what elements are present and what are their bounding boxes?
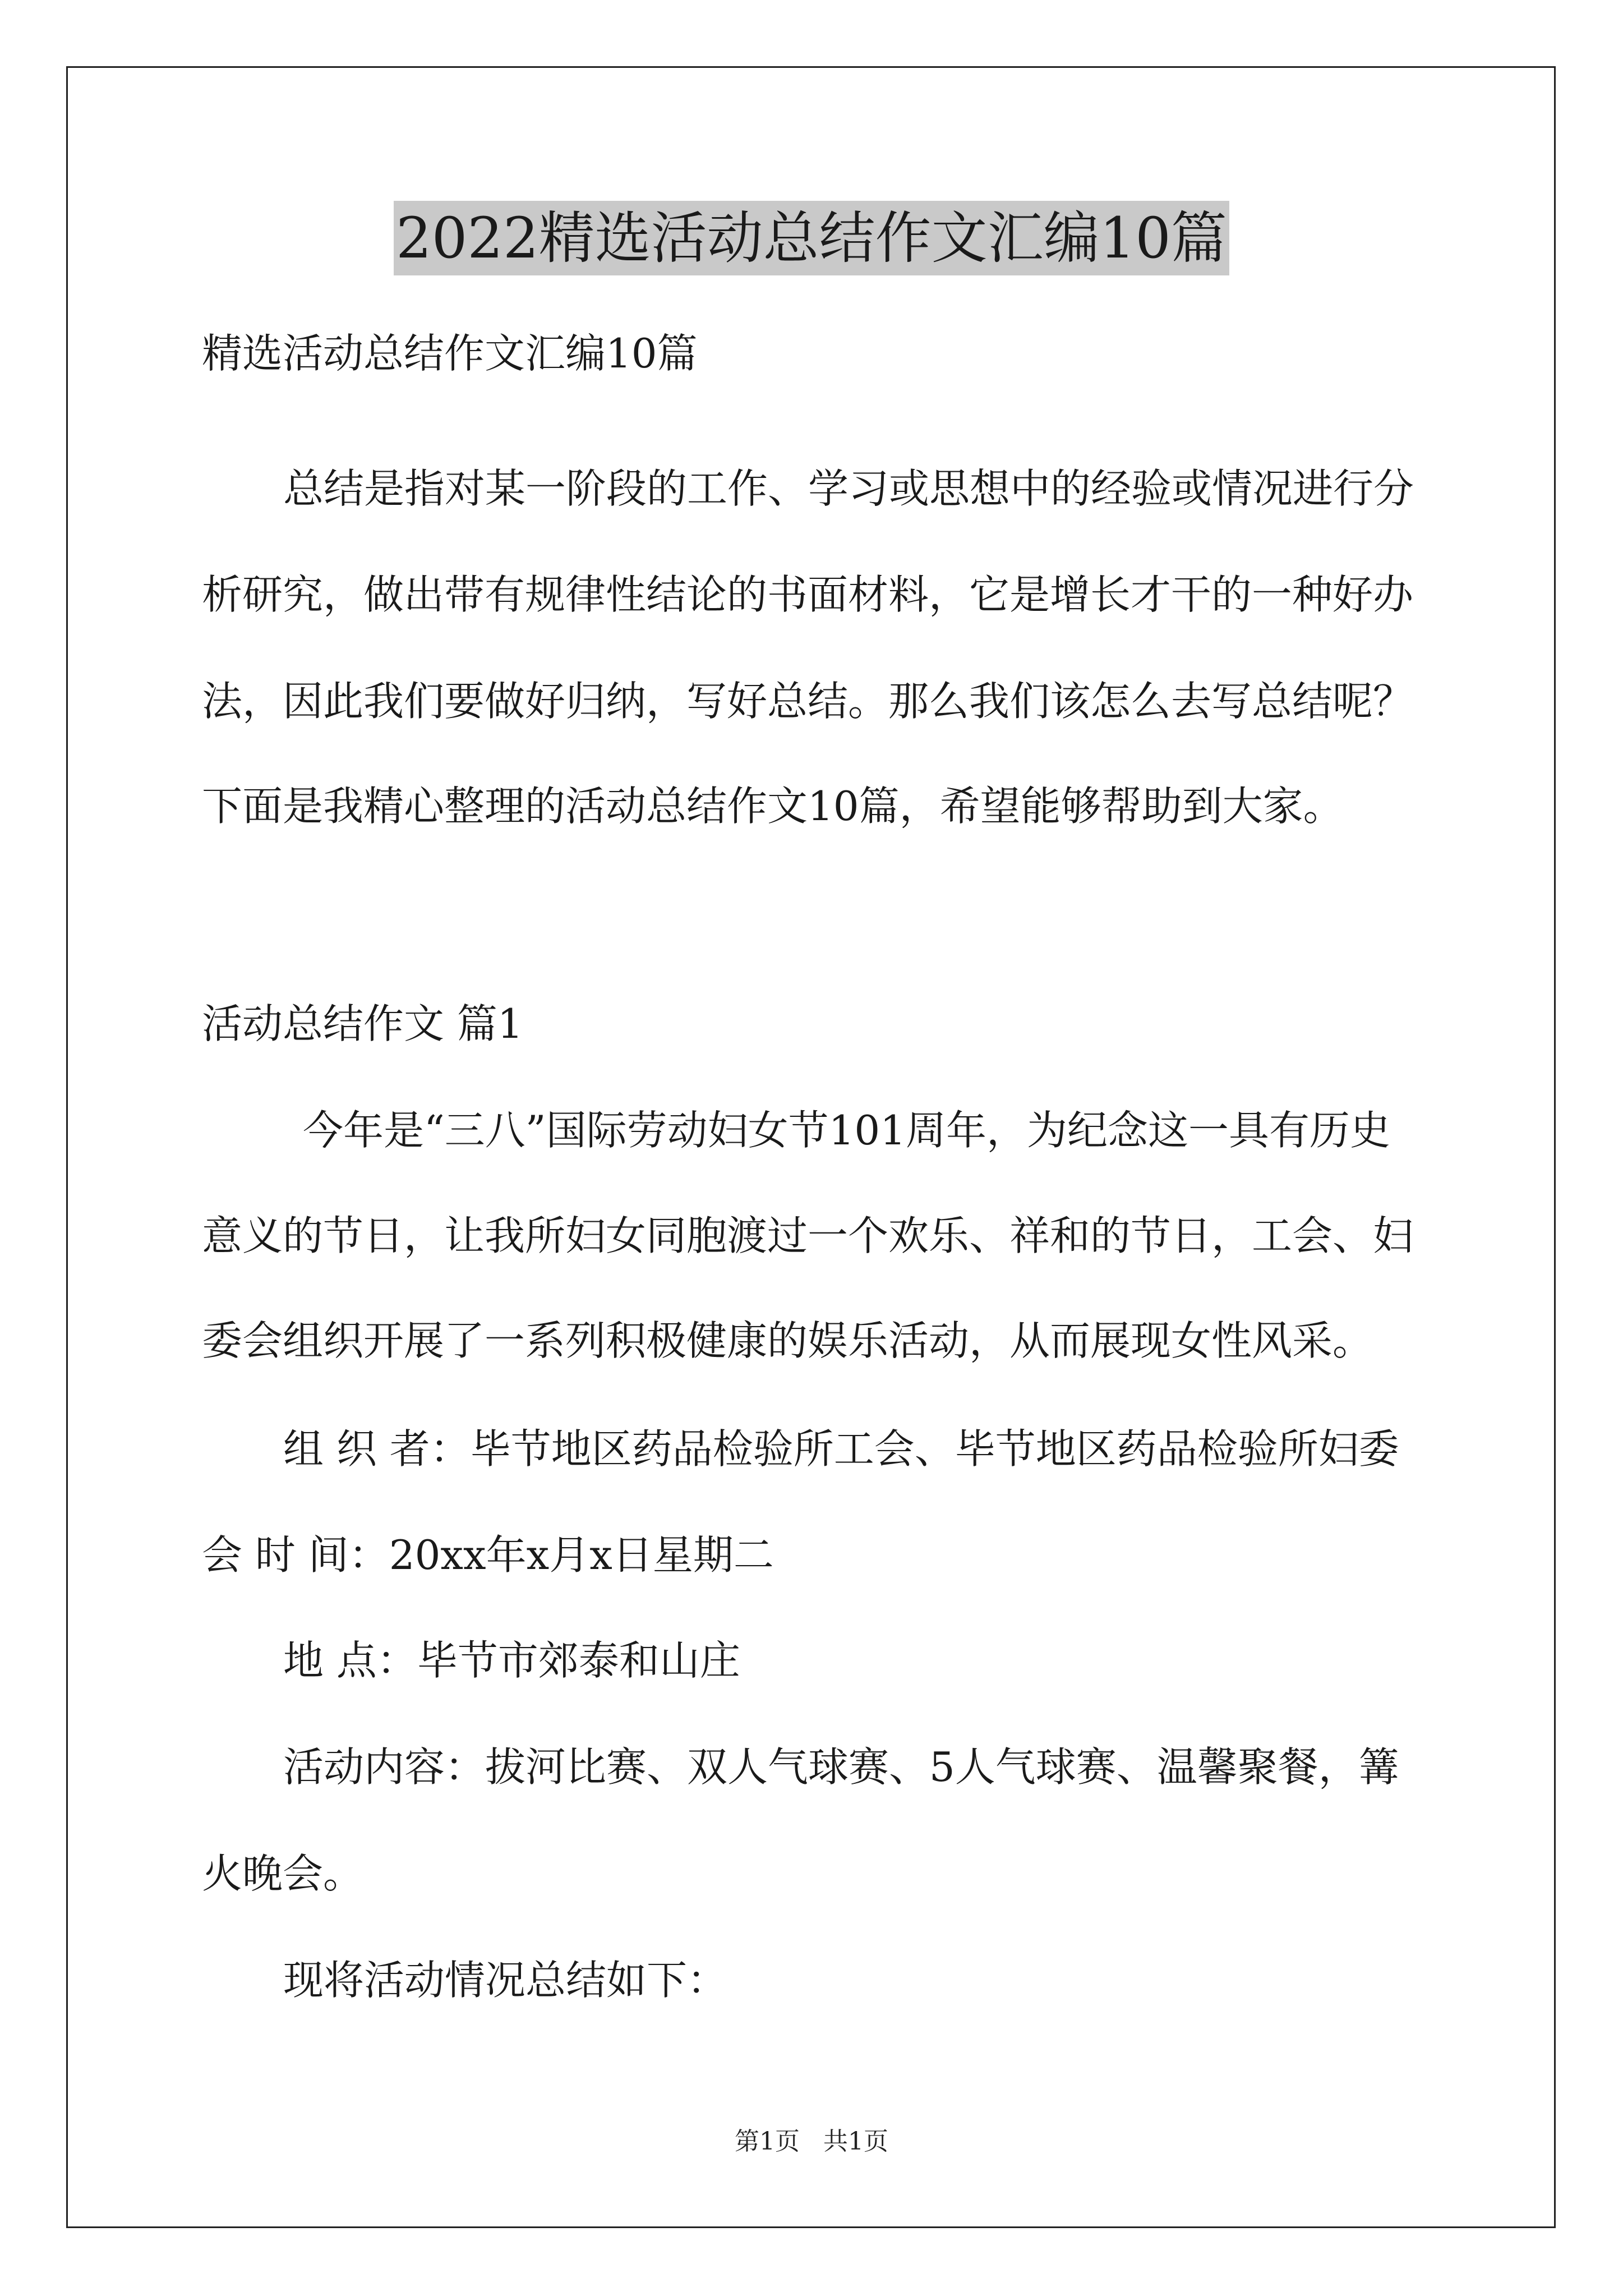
body-paragraph-line-1: 今年是“三八”国际劳动妇女节101周年，为纪念这一具有历史 (303, 1107, 1391, 1154)
intro-paragraph-line-1: 总结是指对某一阶段的工作、学习或思想中的经验或情况进行分 (283, 465, 1414, 512)
intro-paragraph-line-4: 下面是我精心整理的活动总结作文10篇，希望能够帮助到大家。 (202, 783, 1344, 830)
document-title (0, 199, 1623, 278)
intro-paragraph-line-3: 法，因此我们要做好归纳，写好总结。那么我们该怎么去写总结呢？ (202, 678, 1414, 725)
summary-intro-line: 现将活动情况总结如下： (283, 1957, 728, 2004)
intro-paragraph-line-2: 析研究，做出带有规律性结论的书面材料，它是增长才干的一种好办 (202, 571, 1414, 618)
organizer-line-2: 会 时 间：20xx年x月x日星期二 (202, 1531, 774, 1579)
location-line: 地 点：毕节市郊泰和山庄 (283, 1637, 740, 1684)
document-title-text: 2022精选活动总结作文汇编10篇 (394, 201, 1229, 275)
activity-content-line-1: 活动内容：拔河比赛、双人气球赛、5人气球赛、温馨聚餐，篝 (283, 1743, 1399, 1791)
body-paragraph-line-3: 委会组织开展了一系列积极健康的娱乐活动，从而展现女性风采。 (202, 1317, 1373, 1364)
section-heading: 活动总结作文 篇1 (202, 1000, 523, 1047)
organizer-line-1: 组 织 者：毕节地区药品检验所工会、毕节地区药品检验所妇委 (283, 1425, 1399, 1473)
body-paragraph-line-2: 意义的节日，让我所妇女同胞渡过一个欢乐、祥和的节日，工会、妇 (202, 1212, 1414, 1259)
subtitle-line: 精选活动总结作文汇编10篇 (202, 330, 698, 377)
page-footer: 第1页 共1页 (735, 2127, 888, 2156)
activity-content-line-2: 火晚会。 (202, 1850, 364, 1897)
